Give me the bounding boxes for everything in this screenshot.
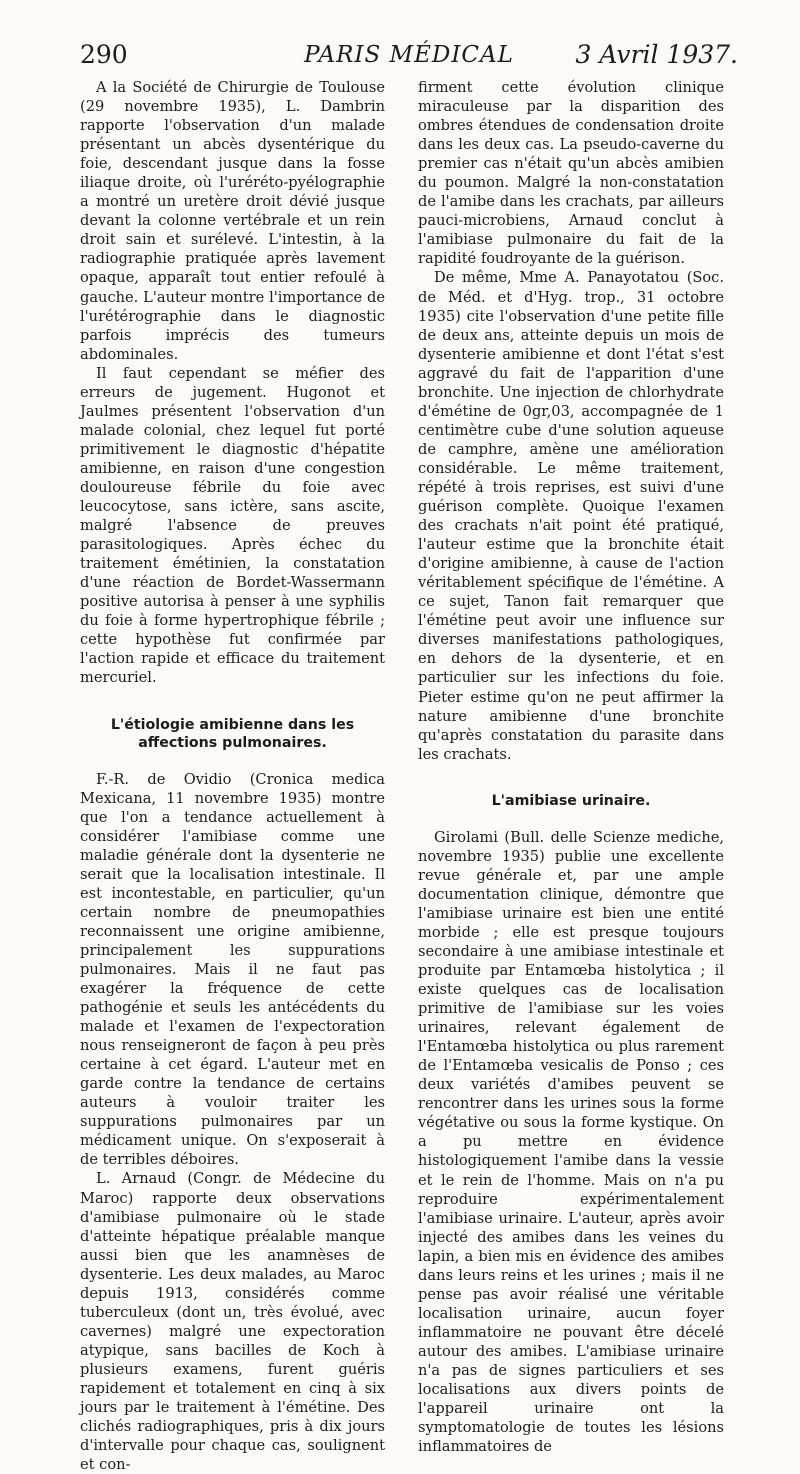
- section-heading-pulmonary: L'étiologie amibienne dans les affections pulmonaires.: [110, 716, 355, 751]
- right-column: [418, 78, 724, 1456]
- paragraph-girolami: Girolami (Bull. delle Scienze mediche, novembre 1935) publie une excellente revue générale et, par une ample documentation clinique, démontre que l'amibiase urinaire est bien une entité morbide ; elle est presque toujours secondaire à une amibiase intestinale et produite par Entamœba histolytica ; il existe quelques cas de localisation primitive de l'amibiase sur les voies urinaires, relevant également de l'Entamœba histolytica ou plus rarement de l'Entamœba vesicalis de Ponso ; ces deux variétés d'amibes peuvent se rencontrer dans les urines sous la forme végétative ou sous la forme kystique. On a pu mettre en évidence histologiquement l'amibe dans la vessie et le rein de l'homme. Mais on n'a pu reproduire expérimentalement l'amibiase urinaire. L'auteur, après avoir injecté des amibes dans les veines du lapin, a bien mis en évidence des amibes dans leurs reins et les urines ; mais il ne pense pas avoir réalisé une véritable localisation urinaire, aucun foyer inflammatoire ne pouvant être décelé autour des amibes. L'amibiase urinaire n'a pas de signes particuliers et ses localisations aux divers points de l'appareil urinaire ont la symptomatologie de toutes les lésions inflammatoires de: [418, 828, 724, 1456]
- issue-date: 3 Avril 1937.: [575, 40, 738, 69]
- page-number: 290: [80, 40, 128, 69]
- paragraph-arnaud-continued: firment cette évolution clinique miraculeuse par la disparition des ombres étendues de condensation droite dans les deux cas. La pseudo-caverne du premier cas n'était qu'un abcès amibien du poumon. Malgré la non-constatation de l'amibe dans les crachats, par ailleurs pauci-microbiens, Arnaud conclut à l'amibiase pulmonaire du fait de la rapidité foudroyante de la guérison.: [418, 79, 724, 268]
- page-header: [80, 40, 738, 80]
- paragraph-dambrin: A la Société de Chirurgie de Toulouse (29 novembre 1935), L. Dambrin rapporte l'observation d'un malade présentant un abcès dysentérique du foie, descendant jusque dans la fosse iliaque droite, où l'uréréto-pyélographie a montré un uretère droit dévié jusque devant la colonne vertébrale et un rein droit sain et surélevé. L'intestin, à la radiographie pratiquée après lavement opaque, apparaît tout entier refoulé à gauche. L'auteur montre l'importance de l'urétérographie dans le diagnostic parfois imprécis des tumeurs abdominales.: [80, 79, 385, 363]
- paragraph-arnaud: L. Arnaud (Congr. de Médecine du Maroc) rapporte deux observations d'amibiase pulmonaire où le stade d'atteinte hépatique préalable manque aussi bien que les anamnèses de dysenterie. Les deux malades, au Maroc depuis 1913, considérés comme tuberculeux (dont un, très évolué, avec cavernes) malgré une expectoration atypique, sans bacilles de Koch à plusieurs examens, furent guéris rapidement et totalement en cinq à six jours par le traitement à l'émétine. Des clichés radiographiques, pris à dix jours d'intervalle pour chaque cas, soulignent et con-: [80, 1170, 385, 1474]
- section-heading-urinary: L'amibiase urinaire.: [491, 792, 651, 809]
- running-title: PARIS MÉDICAL: [304, 42, 514, 68]
- paragraph-panayotatou: De même, Mme A. Panayotatou (Soc. de Méd. et d'Hyg. trop., 31 octobre 1935) cite l'observation d'une petite fille de deux ans, atteinte depuis un mois de dysenterie amibienne et dont l'état s'est aggravé du fait de l'apparition d'une bronchite. Une injection de chlorhydrate d'émétine de 0gr,03, accompagnée de 1 centimètre cube d'une solution aqueuse de camphre, amène une amélioration considérable. Le même traitement, répété à trois reprises, est suivi d'une guérison complète. Quoique l'examen des crachats n'ait point été pratiqué, l'auteur estime que la bronchite était d'origine amibienne, à cause de l'action véritablement spécifique de l'émétine. A ce sujet, Tanon fait remarquer que l'émétine peut avoir une influence sur diverses manifestations pathologiques, en dehors de la dysenterie, et en particulier sur les infections du foie. Pieter estime qu'on ne peut affirmer la nature amibienne d'une bronchite qu'après constatation du parasite dans les crachats.: [418, 269, 724, 763]
- paragraph-hugonot: Il faut cependant se méfier des erreurs de jugement. Hugonot et Jaulmes présentent l'observation d'un malade colonial, chez lequel fut porté primitivement le diagnostic d'hépatite amibienne, en raison d'une congestion douloureuse fébrile du foie avec leucocytose, sans ictère, sans ascite, malgré l'absence de preuves parasitologiques. Après échec du traitement émétinien, la constatation d'une réaction de Bordet-Wassermann positive autorisa à penser à une syphilis du foie à forme hypertrophique fébrile ; cette hypothèse fut confirmée par l'action rapide et efficace du traitement mercuriel.: [80, 364, 385, 687]
- left-column: [80, 78, 385, 1474]
- paragraph-ovidio: F.-R. de Ovidio (Cronica medica Mexicana, 11 novembre 1935) montre que l'on a tendance actuellement à considérer l'amibiase comme une maladie générale dont la dysenterie ne serait que la localisation intestinale. Il est incontestable, en particulier, qu'un certain nombre de pneumopathies reconnaissent une origine amibienne, principalement les suppurations pulmonaires. Mais il ne faut pas exagérer la fréquence de cette pathogénie et seuls les antécédents du malade et l'examen de l'expectoration nous renseigneront de façon à peu près certaine à cet égard. L'auteur met en garde contre la tendance de certains auteurs à vouloir traiter les suppurations pulmonaires par un médicament unique. On s'exposerait à de terribles déboires.: [80, 770, 385, 1169]
